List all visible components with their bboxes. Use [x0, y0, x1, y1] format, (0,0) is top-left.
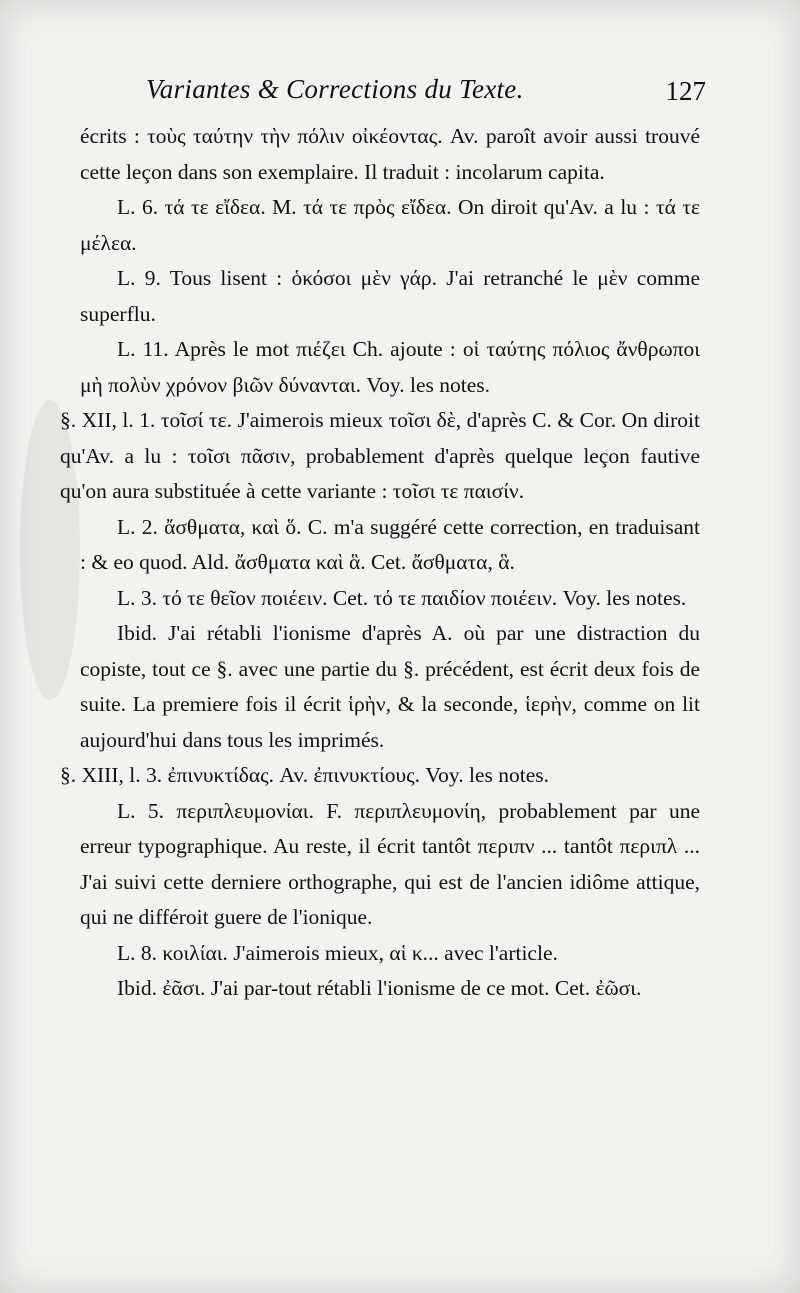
paragraph: L. 2. ἄσθματα, καὶ ὅ. C. m'a suggéré cette correction, en traduisant : & eo quod. Ald. ἄσθματα καὶ ἃ. Cet. ἄσθματα, ἃ. — [80, 514, 700, 574]
paragraph: L. 9. Tous lisent : ὁκόσοι μὲν γάρ. J'ai retranché le μὲν comme superflu. — [80, 266, 700, 326]
running-title: Variantes & Corrections du Texte. — [146, 74, 524, 104]
paragraph: L. 11. Après le mot πιέζει Ch. ajoute : οἱ ταύτης πόλιος ἄνθρωποι μὴ πολὺν χρόνον βιῶν δύνανται. Voy. les notes. — [80, 337, 700, 397]
paragraph: L. 6. τά τε εἴδεα. M. τά τε πρὸς εἴδεα. On diroit qu'Av. a lu : τά τε μέλεα. — [80, 195, 700, 255]
paragraph: L. 8. κοιλίαι. J'aimerois mieux, αἱ κ... avec l'article. — [117, 940, 558, 965]
paragraph: L. 5. περιπλευμονίαι. F. περιπλευμονίη, probablement par une erreur typographique. Au reste, il écrit tantôt περιπν ... tantôt περιπλ ... J'ai suivi cette derniere orthographe, qui est de l'ancien idiôme attique, qui ne différoit guere de l'ionique. — [80, 798, 700, 929]
paragraph: Ibid. J'ai rétabli l'ionisme d'après A. où par une distraction du copiste, tout ce §. avec une partie du §. précédent, est écrit deux fois de suite. La premiere fois il écrit ἱρὴν, & la seconde, ἱερὴν, comme on lit aujourd'hui dans tous les imprimés. — [80, 621, 700, 752]
section-paragraph: §. XIII, l. 3. ἐπινυκτίδας. Av. ἐπινυκτίους. Voy. les notes. — [60, 763, 550, 787]
paragraph: L. 3. τό τε θεῖον ποιέειν. Cet. τό τε παιδίον ποιέειν. Voy. les notes. — [117, 585, 687, 610]
page-header — [146, 74, 716, 114]
page-number: 127 — [665, 76, 706, 106]
paragraph: Ibid. ἐᾶσι. J'ai par-tout rétabli l'ionisme de ce mot. Cet. ἐῶσι. — [117, 976, 642, 1000]
section-paragraph: §. XII, l. 1. τοῖσί τε. J'aimerois mieux τοῖσι δὲ, d'après C. & Cor. On diroit qu'Av. a lu : τοῖσι πᾶσιν, probablement d'après quelque leçon fautive qu'on aura substituée à cette variante : τοῖσι τε παισίν. — [60, 408, 700, 503]
page-body — [60, 119, 700, 1007]
paragraph: écrits : τοὺς ταύτην τὴν πόλιν οἰκέοντας. Av. paroît avoir aussi trouvé cette leçon dans son exemplaire. Il traduit : incolarum capita. — [80, 124, 700, 184]
